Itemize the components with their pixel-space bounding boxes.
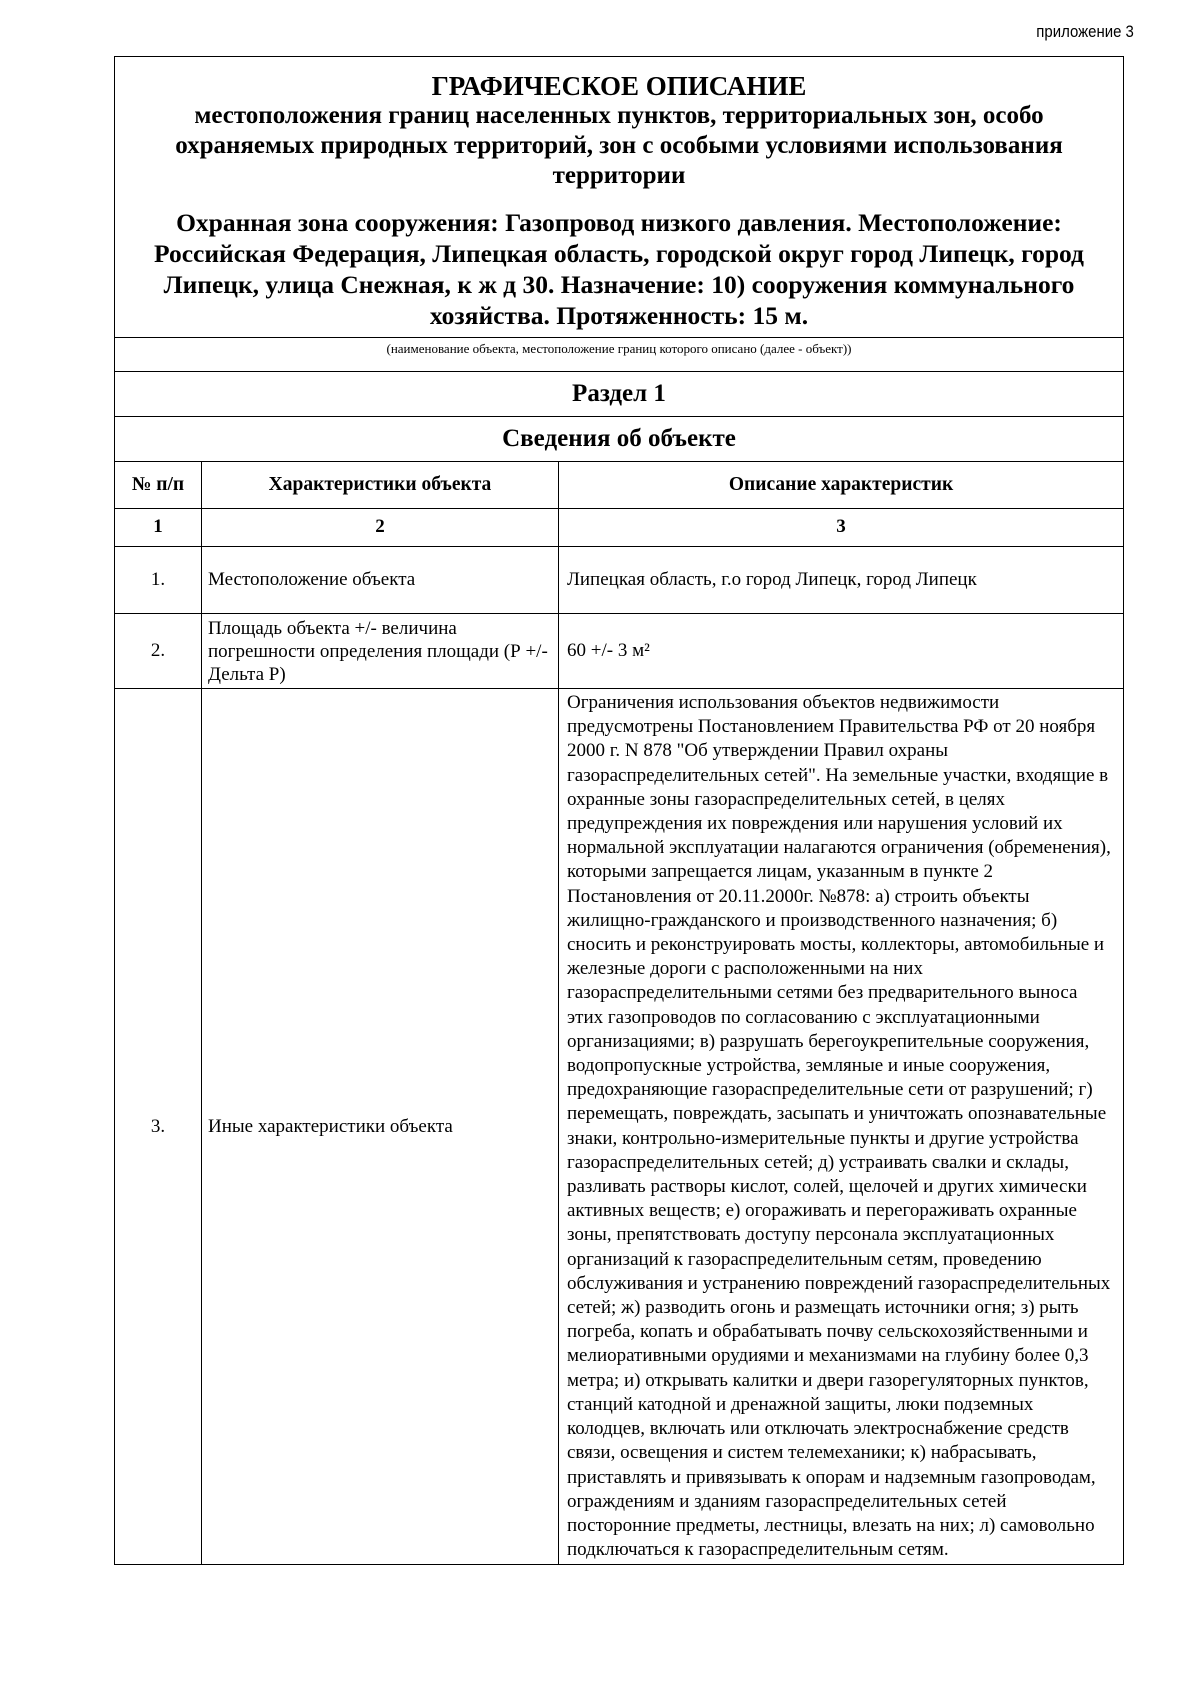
column-number: 1 xyxy=(115,509,202,547)
column-header-characteristic: Характеристики объекта xyxy=(202,462,559,509)
row-characteristic: Площадь объекта +/- величина погрешности определения площади (Р +/- Дельта Р) xyxy=(202,614,559,689)
document-frame xyxy=(114,56,1124,1565)
document-header xyxy=(115,71,1123,372)
row-number: 2. xyxy=(115,614,202,689)
table-header-row xyxy=(115,462,1123,509)
row-characteristic: Местоположение объекта xyxy=(202,547,559,614)
object-name: Охранная зона сооружения: Газопровод низкого давления. Местоположение: Российская Федерация, Липецкая область, городской округ город Липецк, город Липецк, улица Снежная, к ж д 30. Назначение: 10) сооружения коммунального хозяйства. Протяженность: 15 м. xyxy=(154,208,1084,330)
object-info-table xyxy=(115,462,1123,1564)
row-description: 60 +/- 3 м² xyxy=(559,614,1124,689)
document-title: ГРАФИЧЕСКОЕ ОПИСАНИЕ xyxy=(431,71,807,101)
row-description: Ограничения использования объектов недвижимости предусмотрены Постановлением Правительства РФ от 20 ноября 2000 г. N 878 "Об утверждении Правил охраны газораспределительных сетей". На земельные участки, входящие в охранные зоны газораспределительных сетей, в целях предупреждения их повреждения или нарушения условий их нормальной эксплуатации налагаются ограничения (обременения), которыми запрещается лицам, указанным в пункте 2 Постановления от 20.11.2000г. №878: а) строить объекты жилищно-гражданского и производственного назначения; б) сносить и реконструировать мосты, коллекторы, автомобильные и железные дороги с расположенными на них газораспределительными сетями без предварительного выноса этих газопроводов по согласованию с эксплуатационными организациями; в) разрушать берегоукрепительные сооружения, водопропускные устройства, земляные и иные сооружения, предохраняющие газораспределительные сети от разрушений; г) перемещать, повреждать, засыпать и уничтожать опознавательные знаки, контрольно-измерительные пункты и другие устройства газораспределительных сетей; д) устраивать свалки и склады, разливать растворы кислот, солей, щелочей и других химически активных веществ; е) огораживать и перегораживать охранные зоны, препятствовать доступу персонала эксплуатационных организаций к газораспределительным сетям, проведению обслуживания и устранению повреждений газораспределительных сетей; ж) разводить огонь и размещать источники огня; з) рыть погреба, копать и обрабатывать почву сельскохозяйственными и мелиоративными орудиями и механизмами на глубину более 0,3 метра; и) открывать калитки и двери газорегуляторных пунктов, станций катодной и дренажной защиты, люки подземных колодцев, включать или отключать электроснабжение средств связи, освещения и систем телемеханики; к) набрасывать, приставлять и привязывать к опорам и надземным газопроводам, ограждениям и зданиям газораспределительных сетей посторонние предметы, лестницы, влезать на них; л) самовольно подключаться к газораспределительным сетям. xyxy=(559,689,1124,1565)
column-header-number: № п/п xyxy=(115,462,202,509)
table-row xyxy=(115,689,1123,1565)
appendix-label: приложение 3 xyxy=(1036,22,1134,41)
table-row xyxy=(115,614,1123,689)
document-subtitle: местоположения границ населенных пунктов, территориальных зон, особо охраняемых природных территорий, зон с особыми условиями использования территории xyxy=(175,102,1063,189)
section-title: Раздел 1 xyxy=(115,372,1123,417)
column-number: 3 xyxy=(559,509,1124,547)
column-header-description: Описание характеристик xyxy=(559,462,1124,509)
row-characteristic: Иные характеристики объекта xyxy=(202,689,559,1565)
row-number: 1. xyxy=(115,547,202,614)
column-number-row xyxy=(115,509,1123,547)
object-caption: (наименование объекта, местоположение границ которого описано (далее - объект)) xyxy=(386,341,852,356)
table-row xyxy=(115,547,1123,614)
column-number: 2 xyxy=(202,509,559,547)
section-subtitle: Сведения об объекте xyxy=(115,417,1123,462)
row-description: Липецкая область, г.о город Липецк, город Липецк xyxy=(559,547,1124,614)
row-number: 3. xyxy=(115,689,202,1565)
